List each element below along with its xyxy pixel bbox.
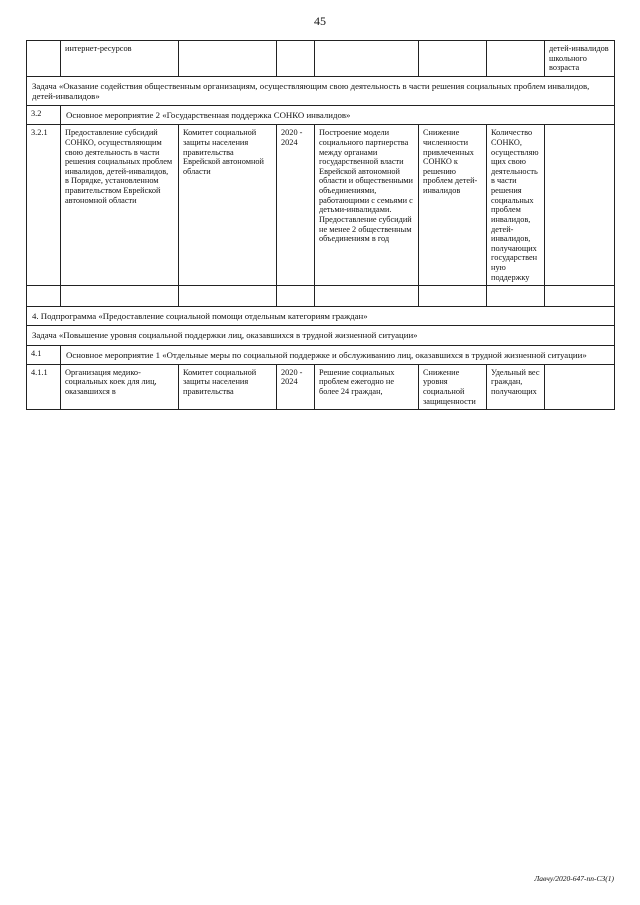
measure-name: Организация медико-социальных коек для лиц, оказавшихся в [61,364,179,409]
measure-extra [545,364,615,409]
cell-indicator [487,41,545,77]
measure-executor: Комитет социальной защиты населения правительства [179,364,277,409]
task-heading: Задача «Повышение уровня социальной поддержки лиц, оказавшихся в трудной жизненной ситуации» [27,326,615,345]
cell-period [277,41,315,77]
task-heading: Задача «Оказание содействия общественным организациям, осуществляющим свою деятельность в части решения социальных проблем инвалидов, детей-инвалидов» [27,76,615,105]
measure-indicator: Удельный вес граждан, получающих [487,364,545,409]
measure-name: Предоставление субсидий СОНКО, осуществляющим свою деятельность в части решения социальных проблем инвалидов, детей-инвалидов, в Порядке, установленном правительством Еврейской автономной области [61,125,179,286]
subprogram-heading: 4. Подпрограмма «Предоставление социальной помощи отдельным категориям граждан» [27,307,615,326]
measure-result: Решение социальных проблем ежегодно не более 24 граждан, [315,364,419,409]
measure-indicator: Количество СОНКО, осуществляющих свою деятельность в части решения социальных проблем инвалидов, детей-инвалидов, получающих государственную поддержку [487,125,545,286]
measure-consequence: Снижение уровня социальной защищенности [419,364,487,409]
table-row [27,76,615,105]
cell-num [27,41,61,77]
cell-result [315,41,419,77]
table-row [27,41,615,77]
main-measure-heading: Основное мероприятие 2 «Государственная поддержка СОНКО инвалидов» [61,106,615,125]
measure-consequence: Снижение численности привлеченных СОНКО к решению проблем детей-инвалидов [419,125,487,286]
cell-indicator-extra: детей-инвалидов школьного возраста [545,41,615,77]
table-row [27,345,615,364]
row-number: 3.2.1 [27,125,61,286]
cell-consequence [419,41,487,77]
main-measure-heading: Основное мероприятие 1 «Отдельные меры по социальной поддержке и обслуживанию лиц, оказавшихся в трудной жизненной ситуации» [61,345,615,364]
cell-name: интернет-ресурсов [61,41,179,77]
row-number: 4.1 [27,345,61,364]
cell-executor [179,41,277,77]
table-row [27,125,615,286]
table-row [27,286,615,307]
program-measures-table [26,40,615,410]
measure-period: 2020 - 2024 [277,364,315,409]
table-row [27,106,615,125]
measure-result: Построение модели социального партнерства между органами государственной власти Еврейской автономной области и общественными объединениями, работающими с семьями с детьми-инвалидами. Предоставление субсидий не менее 2 общественным объединениям в год [315,125,419,286]
row-number: 4.1.1 [27,364,61,409]
table-row [27,326,615,345]
measure-extra [545,125,615,286]
measure-period: 2020 - 2024 [277,125,315,286]
document-reference: Лавчу/2020-647-пп-СЗ(1) [534,874,614,883]
table-row [27,307,615,326]
measure-executor: Комитет социальной защиты населения правительства Еврейской автономной области [179,125,277,286]
row-number: 3.2 [27,106,61,125]
page-number: 45 [314,14,326,28]
table-row [27,364,615,409]
